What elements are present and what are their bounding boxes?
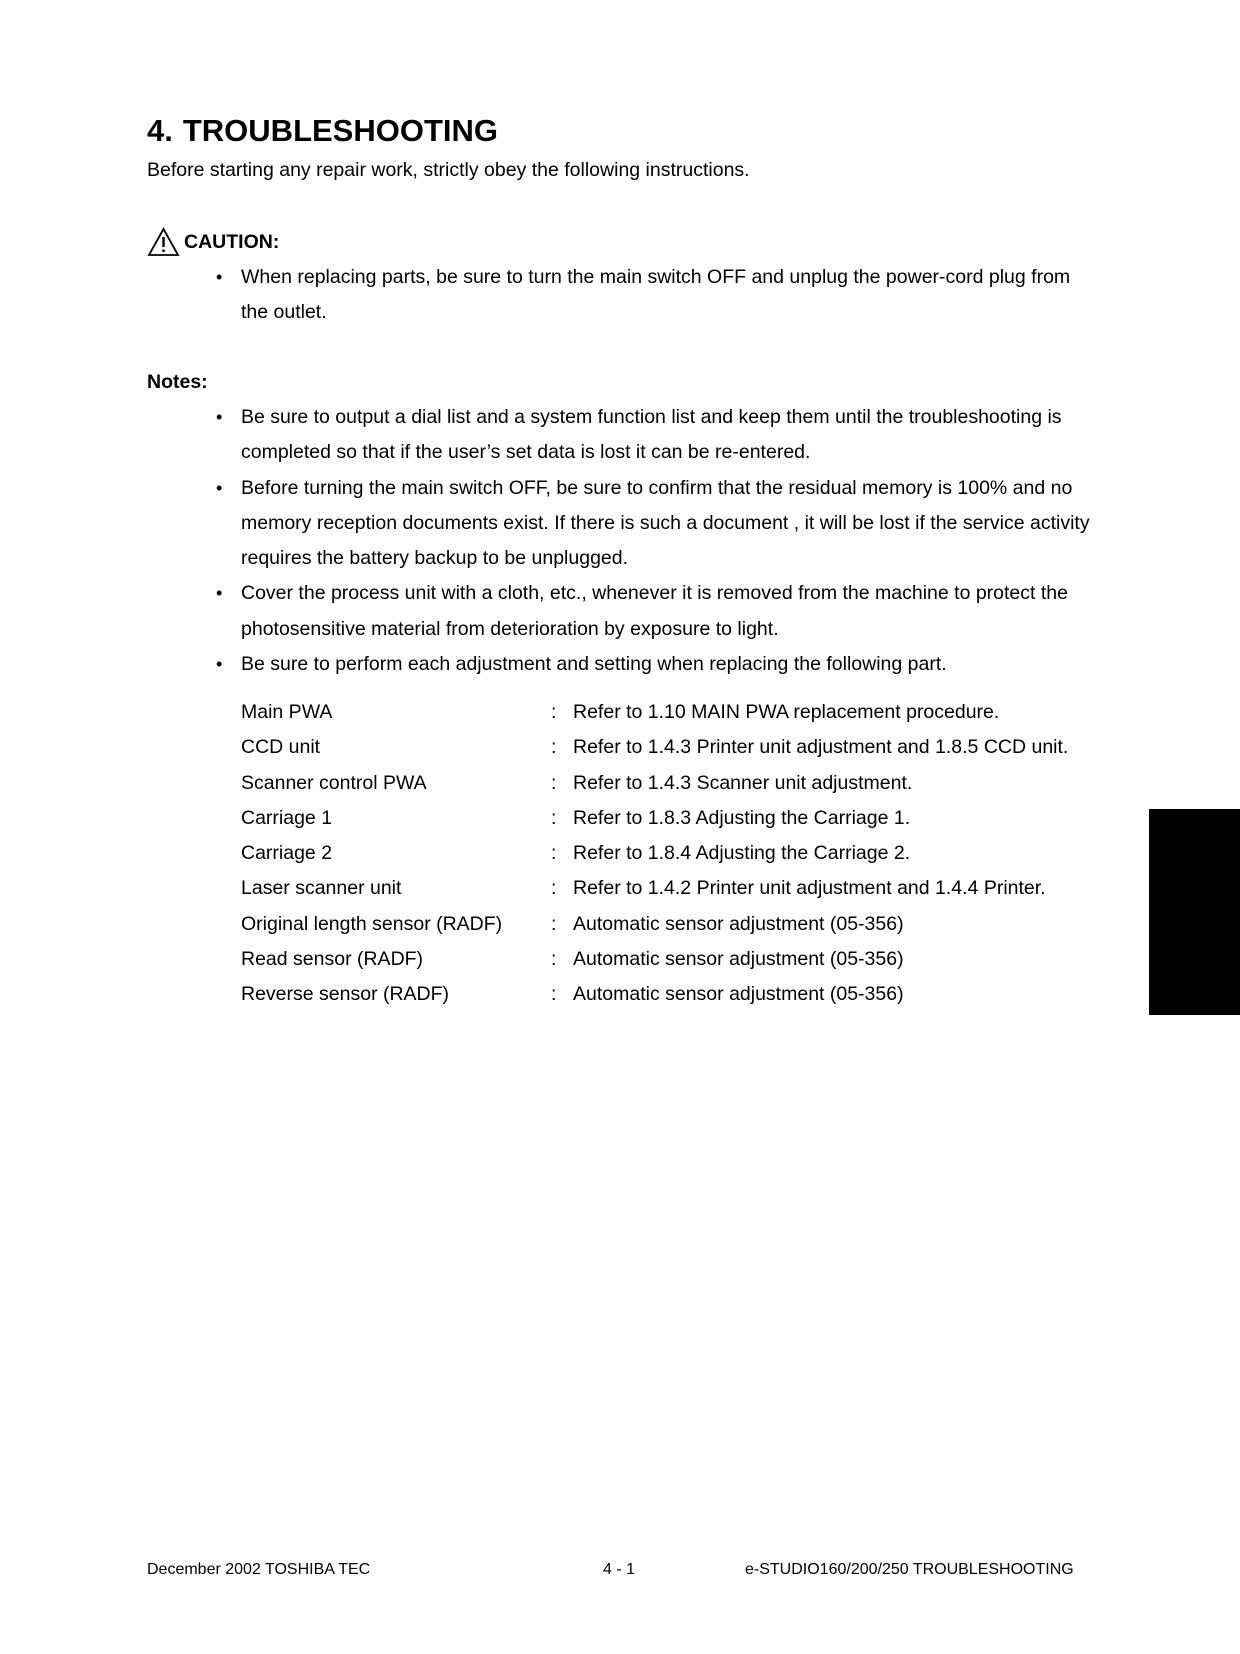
part-adjustment: Refer to 1.8.4 Adjusting the Carriage 2. — [573, 842, 911, 865]
table-row — [241, 977, 1083, 1012]
bullet-icon: • — [216, 654, 223, 675]
part-name: Scanner control PWA — [241, 771, 427, 794]
table-row — [241, 942, 1083, 977]
table-row — [241, 801, 1083, 836]
separator: : — [551, 912, 557, 935]
note-item-text: Before turning the main switch OFF, be sure to confirm that the residual memory is 100% and no memory reception documents exist. If there is such a document , it will be lost if the service activity requires the battery backup to be unplugged. — [241, 476, 1090, 570]
caution-list — [0, 260, 1091, 331]
warning-triangle-icon — [147, 227, 180, 257]
caution-item-text: When replacing parts, be sure to turn the main switch OFF and unplug the power-cord plug from the outlet. — [241, 266, 1071, 324]
separator: : — [551, 701, 557, 723]
caution-label: CAUTION: — [184, 230, 280, 253]
part-adjustment: Automatic sensor adjustment (05-356) — [573, 912, 904, 935]
section-title: TROUBLESHOOTING — [182, 113, 499, 148]
separator: : — [551, 771, 557, 794]
page-title — [147, 111, 498, 151]
separator: : — [551, 806, 557, 829]
separator: : — [551, 736, 557, 759]
caution-heading — [147, 226, 279, 258]
intro-text: Before starting any repair work, strictly obey the following instructions. — [147, 159, 750, 181]
table-row — [241, 730, 1083, 765]
part-adjustment: Refer to 1.4.3 Scanner unit adjustment. — [573, 771, 913, 794]
note-item — [0, 400, 1091, 471]
part-adjustment: Refer to 1.10 MAIN PWA replacement procedure. — [573, 701, 1000, 723]
separator: : — [551, 877, 557, 900]
table-row — [241, 695, 1083, 730]
section-number: 4. — [147, 113, 173, 148]
part-name: Reverse sensor (RADF) — [241, 983, 450, 1006]
bullet-icon: • — [216, 407, 223, 427]
separator: : — [551, 948, 557, 971]
notes-label: Notes: — [147, 371, 208, 393]
part-adjustment: Refer to 1.8.3 Adjusting the Carriage 1. — [573, 806, 911, 829]
part-adjustment: Automatic sensor adjustment (05-356) — [573, 948, 904, 971]
part-name: Original length sensor (RADF) — [241, 912, 503, 935]
notes-list — [0, 400, 1091, 682]
separator: : — [551, 983, 557, 1006]
footer-doc-title: e-STUDIO160/200/250 TROUBLESHOOTING — [745, 1561, 1074, 1578]
table-row — [241, 836, 1083, 871]
bullet-icon: • — [216, 267, 223, 287]
chapter-thumb-tab — [1149, 809, 1240, 1015]
note-item — [0, 471, 1091, 577]
parts-adjustment-table — [241, 695, 1083, 1013]
part-name: Carriage 2 — [241, 842, 333, 865]
table-row — [241, 907, 1083, 942]
part-name: Laser scanner unit — [241, 877, 402, 900]
note-item-text: Be sure to output a dial list and a system function list and keep them until the troubleshooting is completed so that if the user’s set data is lost it can be re-entered. — [241, 406, 1062, 464]
note-item — [0, 576, 1091, 647]
bullet-icon: • — [216, 583, 223, 604]
table-row — [241, 871, 1083, 906]
note-item — [0, 647, 1091, 682]
part-adjustment: Refer to 1.4.3 Printer unit adjustment and 1.8.5 CCD unit. — [573, 736, 1069, 759]
part-name: CCD unit — [241, 736, 321, 759]
bullet-icon: • — [216, 477, 223, 498]
part-name: Read sensor (RADF) — [241, 948, 424, 971]
part-name: Carriage 1 — [241, 806, 333, 829]
separator: : — [551, 842, 557, 865]
part-adjustment: Automatic sensor adjustment (05-356) — [573, 983, 904, 1006]
part-adjustment: Refer to 1.4.2 Printer unit adjustment and 1.4.4 Printer. — [573, 877, 1046, 900]
part-name: Main PWA — [241, 701, 333, 723]
caution-item — [0, 260, 1091, 331]
footer-date-publisher: December 2002 TOSHIBA TEC — [147, 1561, 371, 1578]
page-number: 4 - 1 — [603, 1561, 636, 1578]
note-item-text: Be sure to perform each adjustment and setting when replacing the following part. — [241, 653, 947, 676]
table-row — [241, 766, 1083, 801]
note-item-text: Cover the process unit with a cloth, etc., whenever it is removed from the machine to protect the photosensitive material from deterioration by exposure to light. — [241, 582, 1068, 640]
